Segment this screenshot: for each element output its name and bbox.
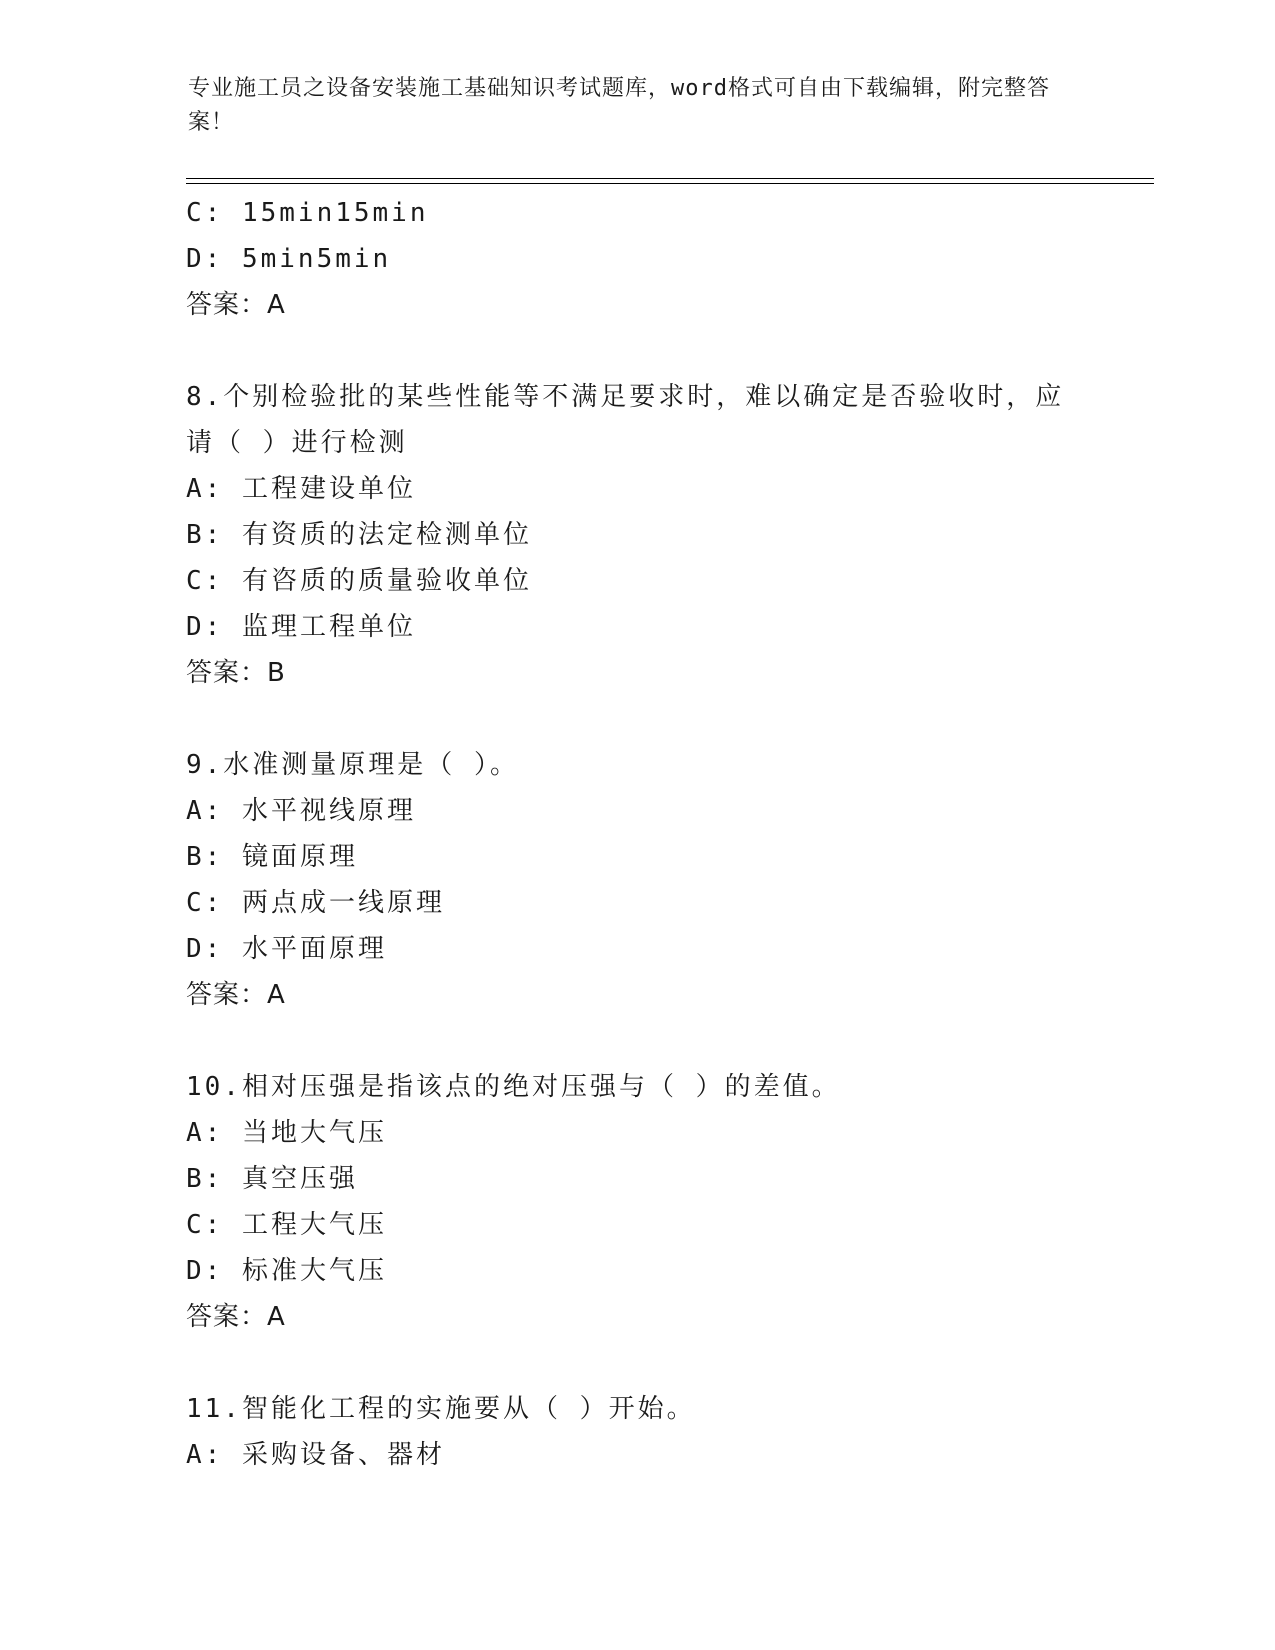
option-c: C: 工程大气压 [186, 1210, 387, 1240]
question-stem: 9.水准测量原理是（ ）。 [186, 750, 519, 780]
option-c: C: 有咨质的质量验收单位 [186, 566, 532, 596]
document-header: 专业施工员之设备安装施工基础知识考试题库，word格式可自由下载编辑，附完整答案！ [188, 76, 1050, 135]
question-stem: 10.相对压强是指该点的绝对压强与（ ）的差值。 [186, 1072, 841, 1102]
spacer [186, 328, 1086, 374]
spacer [186, 1018, 1086, 1064]
question-stem: 11.智能化工程的实施要从（ ）开始。 [186, 1394, 696, 1424]
spacer [186, 1340, 1086, 1386]
question-stem-continued: 请（ ）进行检测 [186, 428, 408, 458]
option-a: A: 采购设备、器材 [186, 1440, 445, 1470]
option-a: A: 工程建设单位 [186, 474, 416, 504]
spacer [186, 696, 1086, 742]
option-d: D: 监理工程单位 [186, 612, 416, 642]
option-c: C: 15min15min [186, 198, 429, 228]
question-stem: 8.个别检验批的某些性能等不满足要求时，难以确定是否验收时，应 [186, 382, 1065, 412]
option-d: D: 5min5min [186, 244, 392, 274]
question-10 [186, 1064, 1086, 1340]
answer: 答案：A [186, 980, 286, 1010]
header-divider-top [186, 178, 1154, 179]
option-d: D: 标准大气压 [186, 1256, 387, 1286]
question-8 [186, 374, 1086, 696]
option-b: B: 有资质的法定检测单位 [186, 520, 532, 550]
answer: 答案：A [186, 290, 286, 320]
answer: 答案：A [186, 1302, 286, 1332]
question-7 [186, 190, 1086, 328]
option-d: D: 水平面原理 [186, 934, 387, 964]
option-b: B: 镜面原理 [186, 842, 358, 872]
question-list [186, 190, 1086, 1478]
option-a: A: 当地大气压 [186, 1118, 387, 1148]
answer: 答案：B [186, 658, 286, 688]
option-b: B: 真空压强 [186, 1164, 358, 1194]
question-9 [186, 742, 1086, 1018]
header-divider-bottom [186, 183, 1154, 184]
option-c: C: 两点成一线原理 [186, 888, 445, 918]
option-a: A: 水平视线原理 [186, 796, 416, 826]
question-11 [186, 1386, 1086, 1478]
